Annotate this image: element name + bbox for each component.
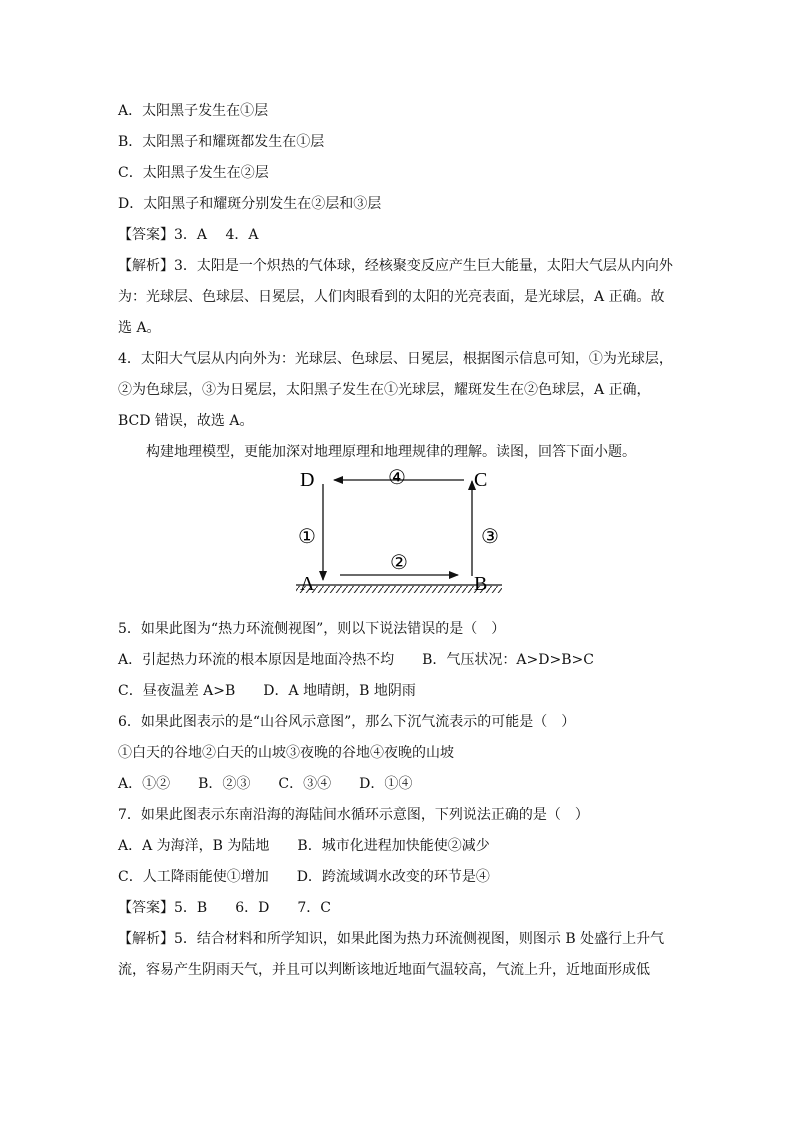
q7-options-ab: A．A 为海洋，B 为陆地 B．城市化进程加快能使②减少: [118, 838, 490, 854]
q6-options: A．①② B．②③ C．③④ D．①④: [118, 776, 413, 792]
analysis-4-line2: ②为色球层，③为日冕层，太阳黑子发生在①光球层，耀斑发生在②色球层，A 正确，: [118, 382, 651, 398]
corner-b-label: B: [474, 573, 488, 595]
answer-3-4: 【答案】3．A 4．A: [118, 227, 259, 243]
document-page: [118, 96, 678, 986]
analysis-4-line1: 4．太阳大气层从内向外为：光球层、色球层、日冕层，根据图示信息可知，①为光球层，: [118, 351, 673, 367]
option-d-q4: D．太阳黑子和耀斑分别发生在②层和③层: [118, 196, 382, 212]
arrow-3-label: ③: [481, 524, 499, 548]
diagram-intro: 构建地理模型，更能加深对地理原理和地理规律的理解。读图，回答下面小题。: [146, 444, 636, 460]
q5-options-cd: C．昼夜温差 A>B D．A 地晴朗，B 地阴雨: [118, 683, 416, 699]
analysis-3-line3: 选 A。: [118, 320, 161, 336]
analysis-3-line2: 为：光球层、色球层、日冕层，人们肉眼看到的太阳的光亮表面，是光球层，A 正确。故: [118, 289, 665, 305]
q5-options-ab: A．引起热力环流的根本原因是地面冷热不均 B．气压状况：A>D>B>C: [118, 652, 594, 668]
ground-hatch: [296, 586, 502, 593]
arrow-1-label: ①: [298, 524, 316, 548]
corner-c-label: C: [474, 469, 488, 491]
arrow-4-label: ④: [388, 468, 406, 489]
option-b-q4: B．太阳黑子和耀斑都发生在①层: [118, 134, 325, 150]
q7-options-cd: C．人工降雨能使①增加 D．跨流域调水改变的环节是④: [118, 869, 490, 885]
option-a-q4: A．太阳黑子发生在①层: [118, 103, 269, 119]
answer-5-7: 【答案】5．B 6．D 7．C: [118, 900, 331, 916]
analysis-3-line1: 【解析】3．太阳是一个炽热的气体球，经核聚变反应产生巨大能量，太阳大气层从内向外: [118, 258, 673, 274]
corner-a-label: A: [300, 573, 315, 595]
analysis-4-line3: BCD 错误，故选 A。: [118, 413, 254, 429]
option-c-q4: C．太阳黑子发生在②层: [118, 165, 269, 181]
question-6: 6．如果此图表示的是“山谷风示意图”，那么下沉气流表示的可能是（ ）: [118, 714, 576, 730]
circulation-diagram-svg: [118, 468, 678, 614]
q6-statements: ①白天的谷地②白天的山坡③夜晚的谷地④夜晚的山坡: [118, 745, 454, 761]
analysis-5-line2: 流，容易产生阴雨天气，并且可以判断该地近地面气温较高，气流上升，近地面形成低: [118, 962, 650, 978]
circulation-diagram: [118, 468, 678, 614]
question-5: 5．如果此图为“热力环流侧视图”，则以下说法错误的是（ ）: [118, 621, 506, 637]
analysis-5-line1: 【解析】5．结合材料和所学知识，如果此图为热力环流侧视图，则图示 B 处盛行上升气: [118, 931, 665, 947]
question-7: 7．如果此图表示东南沿海的海陆间水循环示意图，下列说法正确的是（ ）: [118, 807, 589, 823]
arrow-2-label: ②: [390, 550, 408, 574]
corner-d-label: D: [300, 469, 315, 491]
